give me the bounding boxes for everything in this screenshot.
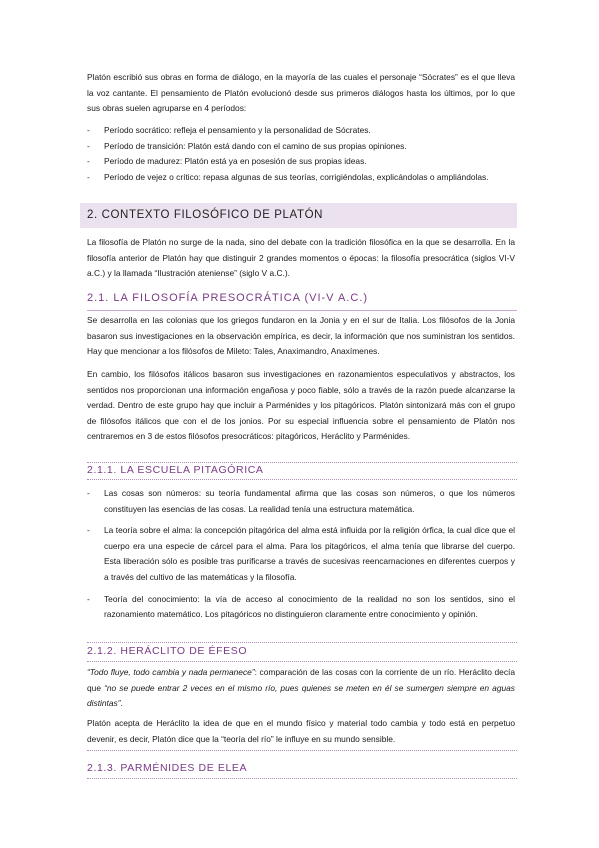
list-item: - La teoría sobre el alma: la concepción pitagórica del alma está influida por la religión órfica, la cual dice que el cuerpo era una especie de cárcel para el alma. Para los pitagóricos, el alma tenía que librarse del cuerpo. Esta liberación sólo es posible tras purificarse a través de sucesivas reencarnaciones en diferentes cuerpos y a través del cultivo de las matemáticas y la filosofía. (87, 523, 515, 585)
section-2-1-paragraph-2: En cambio, los filósofos itálicos basaron sus investigaciones en razonamientos especulativos y abstractos, los sentidos nos proporcionan una información engañosa y poco fiable, sólo a través de la razón puede alcanzarse la verdad. Dentro de este grupo hay que incluir a Parménides y los pitagóricos. Platón sintonizará más con el grupo de filósofos itálicos que con el de los jonios. Por su especial influencia sobre el pensamiento de Platón nos centraremos en 3 de estos filósofos presocráticos: pitagóricos, Heráclito y Parménides. (87, 369, 515, 442)
heading-divider (87, 750, 517, 751)
heading-divider (87, 310, 517, 311)
heraclitus-paragraph (87, 665, 515, 712)
heading-divider (87, 661, 517, 662)
quote-end: . (120, 698, 123, 709)
list-item: - Período de madurez: Platón está ya en posesión de sus propias ideas. (87, 154, 515, 170)
list-item: - Las cosas son números: su teoría fundamental afirma que las cosas son números, o que los números constituyen las esencias de las cosas. La realidad tenía una estructura matemática. (87, 486, 515, 517)
quote-text: “no se puede entrar 2 veces en el mismo río, pues quienes se meten en él se sumergen siempre en aguas distintas” (87, 682, 515, 709)
heraclitus-plato-paragraph: Platón acepta de Heráclito la idea de que en el mundo físico y material todo cambia y todo está en perpetuo devenir, es decir, Platón dice que la “teoría del río” le influye en su mundo sensible. (87, 718, 515, 744)
pythagorean-list (87, 486, 515, 623)
section-2-1-heading: 2.1. LA FILOSOFÍA PRESOCRÁTICA (VI-V A.C.) (87, 292, 369, 304)
heading-divider (87, 462, 517, 463)
intro-paragraph: Platón escribió sus obras en forma de diálogo, en la mayoría de las cuales el personaje “Sócrates” es el que lleva la voz cantante. El pensamiento de Platón evolucionó desde sus primeros diálogos hasta los últimos, por lo que sus obras suelen agruparse en 4 períodos: (87, 72, 515, 114)
list-item: - Período socrático: refleja el pensamiento y la personalidad de Sócrates. (87, 123, 515, 139)
quote-text: “Todo fluye, todo cambia y nada permanece” (87, 667, 255, 677)
section-2-1-paragraph-1: Se desarrolla en las colonias que los griegos fundaron en la Jonia y en el sur de Italia. Los filósofos de la Jonia basaron sus investigaciones en la observación empírica, es decir, la información que nos suministran los sentidos. Hay que mencionar a los filósofos de Mileto: Tales, Anaximandro, Anaxímenes. (87, 315, 515, 357)
heading-divider (87, 479, 517, 480)
periods-list (87, 123, 515, 185)
heading-divider (87, 778, 517, 779)
section-2-1-2-heading: 2.1.2. HERÁCLITO DE ÉFESO (87, 645, 248, 657)
heading-divider (87, 642, 517, 643)
list-item: - Período de vejez o crítico: repasa algunas de sus teorías, corrigiéndolas, explicándolas o ampliándolas. (87, 170, 515, 186)
list-item: - Período de transición: Platón está dando con el camino de sus propias opiniones. (87, 139, 515, 155)
section-2-heading: 2. CONTEXTO FILOSÓFICO DE PLATÓN (87, 209, 324, 221)
section-2-1-3-heading: 2.1.3. PARMÉNIDES DE ELEA (87, 762, 248, 774)
section-2-paragraph: La filosofía de Platón no surge de la nada, sino del debate con la tradición filosófica en la que se desarrolla. En la filosofía anterior de Platón hay que distinguir 2 grandes momentos o épocas: la filosofía presocrática (siglos VI-V a.C.) y la llamada “Ilustración ateniense” (siglo V a.C.). (87, 237, 515, 279)
quote-explanation: : comparación de las cosas con la corriente de un río. Heráclito decía que (87, 667, 515, 693)
list-item: - Teoría del conocimiento: la vía de acceso al conocimiento de la realidad no son los sentidos, sino el razonamiento matemático. Los pitagóricos no distinguieron claramente entre conocimiento y opinión. (87, 592, 515, 623)
section-2-1-1-heading: 2.1.1. LA ESCUELA PITAGÓRICA (87, 464, 264, 476)
